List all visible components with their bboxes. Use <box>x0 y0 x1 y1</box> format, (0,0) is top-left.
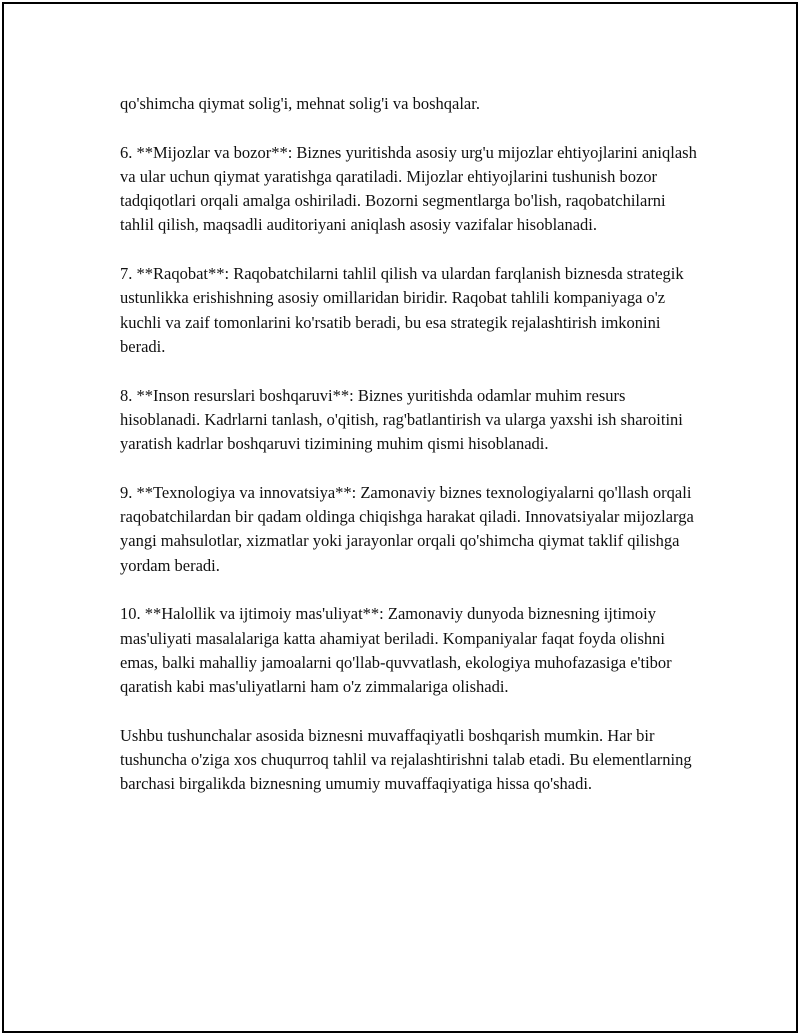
paragraph-continuation: qo'shimcha qiymat solig'i, mehnat solig'i va boshqalar. <box>120 94 480 113</box>
paragraph-item-7: 7. **Raqobat**: Raqobatchilarni tahlil qilish va ulardan farqlanish biznesda strategik ustunlikka erishishning asosiy omillaridan biridir. Raqobat tahlili kompaniyaga o'z kuchli va zaif tomonlarini ko'rsatib beradi, bu esa strategik rejalashtirish imkonini beradi. <box>120 264 684 356</box>
document-body <box>120 92 700 797</box>
paragraph-item-6: 6. **Mijozlar va bozor**: Biznes yuritishda asosiy urg'u mijozlar ehtiyojlarini aniqlash va ular uchun qiymat yaratishga qaratiladi. Mijozlar ehtiyojlarini tushunish bozor tadqiqotlari orqali amalga oshiriladi. Bozorni segmentlarga bo'lish, raqobatchilarni tahlil qilish, maqsadli auditoriyani aniqlash asosiy vazifalar hisoblanadi. <box>120 142 697 235</box>
paragraph-item-8: 8. **Inson resurslari boshqaruvi**: Biznes yuritishda odamlar muhim resurs hisoblanadi. Kadrlarni tanlash, o'qitish, rag'batlantirish va ularga yaxshi ish sharoitini yaratish kadrlar boshqaruvi tizimining muhim qismi hisoblanadi. <box>120 385 683 454</box>
page-frame <box>2 2 798 1033</box>
paragraph-item-10: 10. **Halollik va ijtimoiy mas'uliyat**: Zamonaviy dunyoda biznesning ijtimoiy mas'uliyati masalalariga katta ahamiyat beriladi. Kompaniyalar faqat foyda olishni emas, balki mahalliy jamoalarni qo'llab-quvvatlash, ekologiya muhofazasiga e'tibor qaratish kabi mas'uliyatlarni ham o'z zimmalariga olishadi. <box>120 604 672 697</box>
paragraph-item-9: 9. **Texnologiya va innovatsiya**: Zamonaviy biznes texnologiyalarni qo'llash orqali raqobatchilardan bir qadam oldinga chiqishga harakat qiladi. Innovatsiyalar mijozlarga yangi mahsulotlar, xizmatlar yoki jarayonlar orqali qo'shimcha qiymat taklif qilishga yordam beradi. <box>120 482 694 575</box>
paragraph-conclusion: Ushbu tushunchalar asosida biznesni muvaffaqiyatli boshqarish mumkin. Har bir tushuncha o'ziga xos chuqurroq tahlil va rejalashtirishni talab etadi. Bu elementlarning barchasi birgalikda biznesning umumiy muvaffaqiyatiga hissa qo'shadi. <box>120 725 692 794</box>
